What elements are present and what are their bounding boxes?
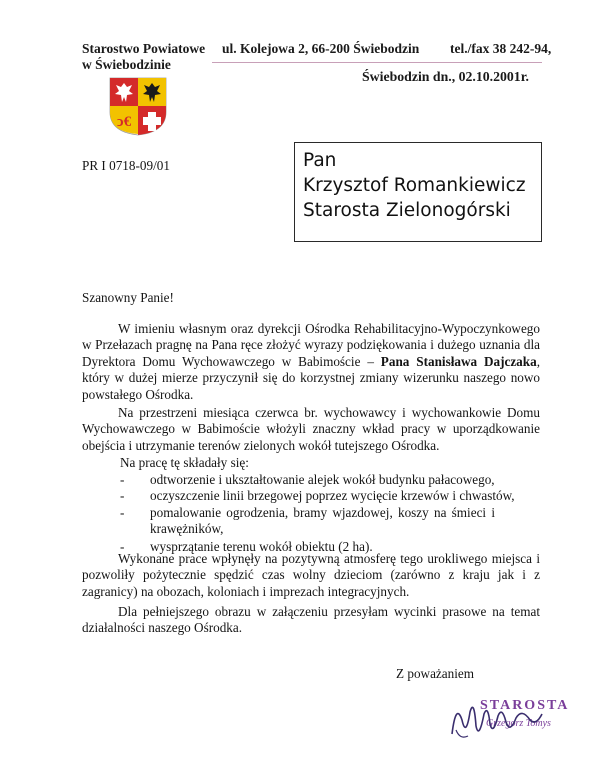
stamp-name: Grzegorz Tomys	[486, 718, 551, 729]
organization-line-1: Starostwo Powiatowe	[82, 41, 206, 56]
honoree-name: Pana Stanisława Dajczaka	[380, 353, 537, 369]
list-dash: -	[120, 472, 125, 487]
salutation: Szanowny Panie!	[82, 290, 174, 305]
list-item	[120, 472, 540, 488]
addressee-name: Krzysztof Romankiewicz	[303, 175, 526, 196]
stamp-title: STAROSTA	[480, 698, 570, 713]
closing: Z poważaniem	[396, 666, 474, 681]
list-intro: Na pracę tę składały się:	[120, 455, 249, 470]
paragraph-work: Na przestrzeni miesiąca czerwca br. wychowawcy i wychowankowie Domu Wychowawczego w Babimoście włożyli znaczny wkład pracy w uporządkowanie obejścia i utrzymanie terenów zielonych wokół tutejszego Ośrodka.	[82, 405, 540, 453]
list-item	[120, 488, 540, 504]
header-rule	[212, 62, 542, 63]
coat-of-arms-icon	[108, 76, 168, 136]
list-item	[120, 505, 495, 538]
list-item-text: wysprzątanie terenu wokół obiektu (2 ha).	[150, 538, 373, 554]
paragraph-thanks-text-1: W imieniu własnym oraz dyrekcji Ośrodka Rehabilitacyjno-Wypoczynkowego w Przełazach pragnę na Pana ręce złożyć wyrazy podziękowania i dużego uznania dla Dyrektora Domu Wychowawczego w Babimoście –	[82, 321, 540, 369]
work-list	[120, 472, 540, 555]
list-item-text: odtworzenie i ukształtowanie alejek wokół budynku pałacowego,	[150, 472, 495, 487]
paragraph-attachment: Dla pełniejszego obrazu w załączeniu przesyłam wycinki prasowe na temat działalności naszego Ośrodka.	[82, 604, 540, 636]
paragraph-thanks-text-2: , który w dużej mierze przyczynił się do korzystnej zmiany wizerunku naszego nowo powstałego Ośrodka.	[82, 353, 540, 402]
list-item-text: oczyszczenie linii brzegowej poprzez wycięcie krzewów i chwastów,	[150, 488, 515, 504]
addressee-position: Starosta Zielonogórski	[303, 200, 511, 221]
addressee-title: Pan	[303, 150, 337, 171]
list-dash: -	[120, 538, 125, 554]
signature	[446, 690, 546, 750]
organization-phone: tel./fax 38 242-94,	[450, 41, 552, 56]
organization-address: ul. Kolejowa 2, 66-200 Świebodzin	[222, 41, 420, 56]
addressee-box	[294, 142, 542, 242]
place-and-date: Świebodzin dn., 02.10.2001r.	[362, 69, 530, 84]
svg-text:ↄ€: ↄ€	[116, 114, 132, 130]
list-dash: -	[120, 488, 125, 504]
paragraph-thanks	[82, 321, 540, 403]
list-item-text: pomalowanie ogrodzenia, bramy wjazdowej, koszy na śmieci i krawężników,	[150, 504, 495, 537]
list-dash: -	[120, 504, 125, 520]
reference-number: PR I 0718-09/01	[82, 158, 170, 173]
organization-name	[82, 41, 205, 73]
paragraph-effects: Wykonane prace wpłynęły na pozytywną atmosferę tego urokliwego miejsca i pozwoliły pożytecznie spędzić czas wolny dzieciom (zarówno z kraju jak i z zagranicy) na obozach, koloniach i imprezach integracyjnych.	[82, 551, 540, 599]
organization-line-2: w Świebodzinie	[82, 57, 171, 72]
